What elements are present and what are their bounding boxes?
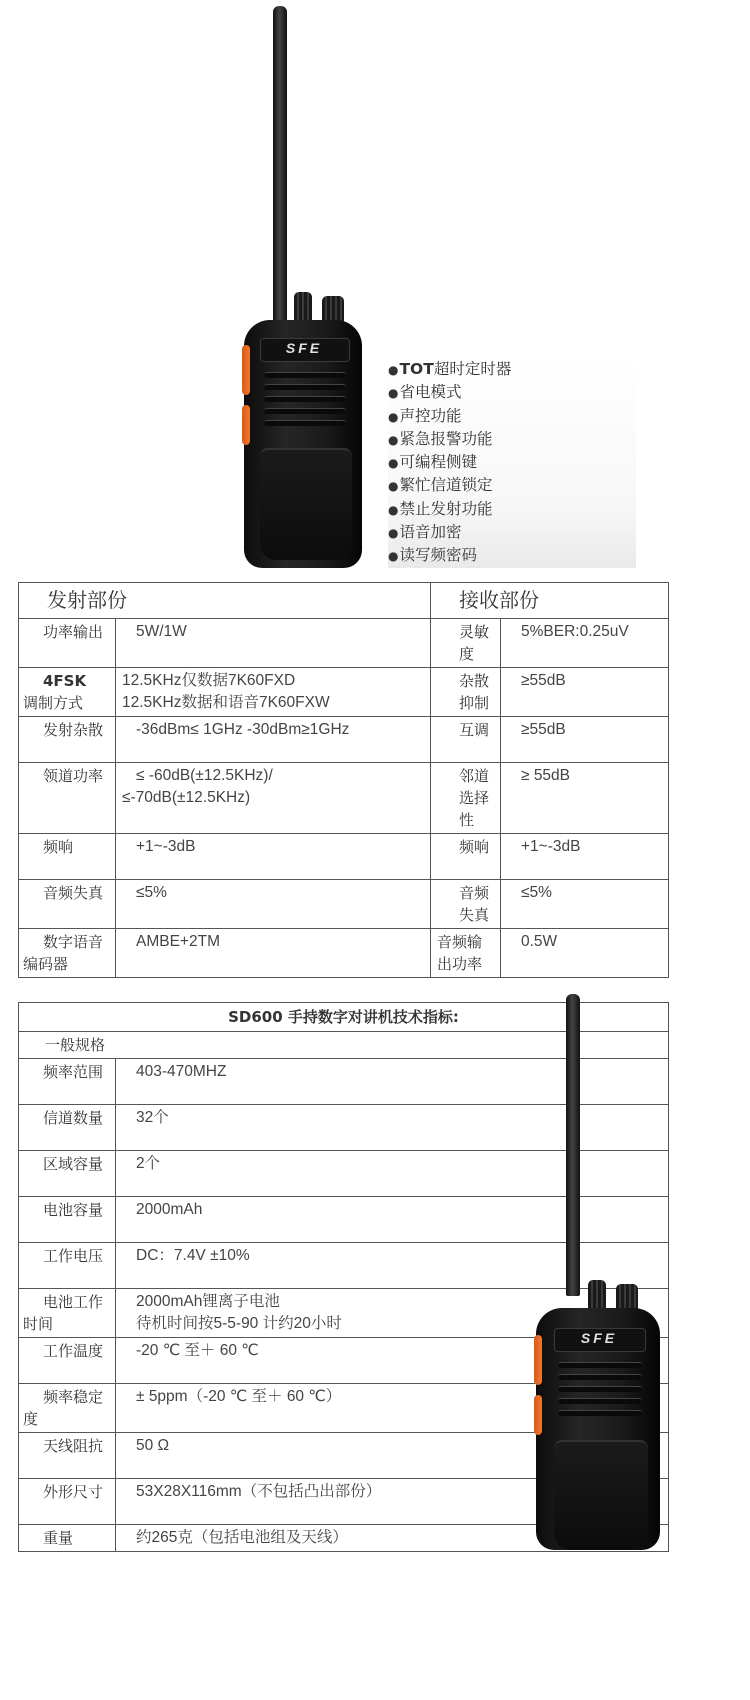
- tx-label: 数字语音编码器: [19, 929, 116, 978]
- spec-label: 区域容量: [19, 1151, 116, 1197]
- general-spec-title: SD600 手持数字对讲机技术指标:: [19, 1003, 669, 1032]
- feature-item: ●TOT超时定时器: [388, 360, 512, 378]
- tx-label: 频响: [19, 834, 116, 880]
- spec-value: -20 ℃ 至＋ 60 ℃: [116, 1338, 669, 1384]
- tx-value: -36dBm≤ 1GHz -30dBm≥1GHz: [116, 717, 431, 763]
- rx-label: 频响: [431, 834, 501, 880]
- spec-label: 重量: [19, 1525, 116, 1552]
- tx-value: ≤ -60dB(±12.5KHz)/ ≤-70dB(±12.5KHz): [116, 763, 431, 834]
- spec-value: DC：7.4V ±10%: [116, 1243, 669, 1289]
- spec-value: 403-470MHZ: [116, 1059, 669, 1105]
- feature-item: ●语音加密: [388, 523, 462, 542]
- spec-label: 频率范围: [19, 1059, 116, 1105]
- spec-value: 50 Ω: [116, 1433, 669, 1479]
- feature-item: ●读写频密码: [388, 546, 477, 565]
- tx-value: 5W/1W: [116, 619, 431, 668]
- feature-item: ●可编程侧键: [388, 453, 477, 472]
- rx-label: 互调: [431, 717, 501, 763]
- feature-item: ●紧急报警功能: [388, 429, 493, 448]
- tx-value: ≤5%: [116, 880, 431, 929]
- spec-label: 工作电压: [19, 1243, 116, 1289]
- tx-value: +1~-3dB: [116, 834, 431, 880]
- tx-label: 领道功率: [19, 763, 116, 834]
- spec-value: 2000mAh: [116, 1197, 669, 1243]
- rx-value: ≤5%: [501, 880, 669, 929]
- section-title: 一般规格: [19, 1032, 669, 1059]
- spec-label: 天线阻抗: [19, 1433, 116, 1479]
- spec-table: [18, 582, 669, 978]
- rx-value: ≥ 55dB: [501, 763, 669, 834]
- spec-label: 电池容量: [19, 1197, 116, 1243]
- tx-label: 功率输出: [19, 619, 116, 668]
- rx-value: 5%BER:0.25uV: [501, 619, 669, 668]
- rx-value: +1~-3dB: [501, 834, 669, 880]
- feature-list: [388, 358, 636, 568]
- walkie-talkie-image-top: [238, 0, 368, 570]
- feature-item: ●禁止发射功能: [388, 499, 493, 518]
- spec-value: 2个: [116, 1151, 669, 1197]
- feature-item: ●繁忙信道锁定: [388, 476, 493, 495]
- rx-value: ≥55dB: [501, 717, 669, 763]
- spec-label: 电池工作时间: [19, 1289, 116, 1338]
- walkie-talkie-image-bottom: [528, 990, 668, 1550]
- tx-value: AMBE+2TM: [116, 929, 431, 978]
- tx-header: 发射部份: [19, 583, 431, 619]
- rx-label: 邻道选择性: [431, 763, 501, 834]
- tx-label: 发射杂散: [19, 717, 116, 763]
- rx-label: 灵敏度: [431, 619, 501, 668]
- rx-header: 接收部份: [431, 583, 669, 619]
- spec-value: 2000mAh锂离子电池 待机时间按5-5-90 计约20小时: [116, 1289, 669, 1338]
- spec-value: 53X28X116mm（不包括凸出部份）: [116, 1479, 669, 1525]
- tx-value: 12.5KHz仅数据7K60FXD 12.5KHz数据和语音7K60FXW: [116, 668, 431, 717]
- feature-item: ●省电模式: [388, 383, 462, 402]
- spec-value: ± 5ppm（-20 ℃ 至＋ 60 ℃）: [116, 1384, 669, 1433]
- rx-label: 音频失真: [431, 880, 501, 929]
- brand-logo: SFE: [285, 340, 323, 356]
- spec-label: 工作温度: [19, 1338, 116, 1384]
- tx-label: 4FSK 调制方式: [19, 668, 116, 717]
- rx-value: ≥55dB: [501, 668, 669, 717]
- rx-label: 音频输出功率: [431, 929, 501, 978]
- spec-value: 约265克（包括电池组及天线）: [116, 1525, 669, 1552]
- spec-label: 信道数量: [19, 1105, 116, 1151]
- spec-label: 频率稳定度: [19, 1384, 116, 1433]
- brand-logo: SFE: [580, 1330, 618, 1346]
- rx-label: 杂散抑制: [431, 668, 501, 717]
- feature-item: ●声控功能: [388, 406, 462, 425]
- spec-value: 32个: [116, 1105, 669, 1151]
- rx-value: 0.5W: [501, 929, 669, 978]
- tx-label: 音频失真: [19, 880, 116, 929]
- spec-label: 外形尺寸: [19, 1479, 116, 1525]
